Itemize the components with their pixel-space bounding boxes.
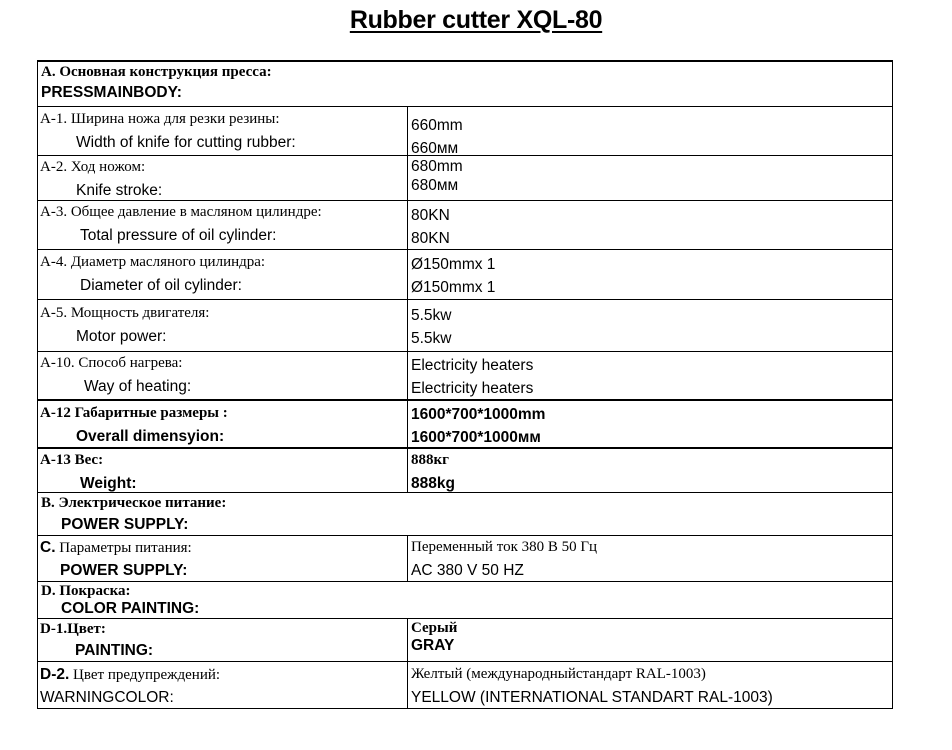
spec-row-d2 [38,662,892,708]
section-d-title-en: COLOR PAINTING: [61,600,200,617]
label-ru: А-12 Габаритные размеры : [40,405,228,421]
spec-label-a2 [38,156,408,200]
label-en: Diameter of oil cylinder: [80,277,242,294]
label-en: Width of knife for cutting rubber: [76,134,296,151]
spec-label-c [38,536,408,581]
value-1: 1600*700*1000mm [411,406,546,423]
label-ru: D-2. Цвет предупреждений: [40,666,221,683]
spec-row-d1 [38,619,892,662]
spec-label-a1 [38,107,408,155]
section-a-header [38,62,892,106]
label-en: Motor power: [76,328,167,345]
value-1: Ø150mmx 1 [411,256,496,273]
value-1: 680mm [411,158,463,175]
section-a-header-row [38,62,892,107]
spec-row-a13 [38,449,892,493]
label-ru: А-3. Общее давление в масляном цилиндре: [40,204,322,220]
spec-value-d2 [408,662,892,708]
value-1: 660mm [411,117,463,134]
spec-value-a10 [408,352,892,399]
spec-row-a3 [38,201,892,250]
value-1: Переменный ток 380 В 50 Гц [411,539,598,555]
spec-value-a3 [408,201,892,249]
label-en: PAINTING: [75,642,154,659]
label-en: Total pressure of oil cylinder: [80,227,277,244]
label-ru: А-13 Вес: [40,452,104,468]
spec-value-a4 [408,250,892,299]
value-2: YELLOW (INTERNATIONAL STANDART RAL-1003) [411,689,773,706]
page-title: Rubber cutter XQL-80 [349,6,603,34]
value-2: GRAY [411,637,455,654]
spec-table [37,60,893,709]
section-d-header [38,582,892,618]
label-en: POWER SUPPLY: [60,562,188,579]
value-2: 5.5kw [411,330,452,347]
label-en: Way of heating: [84,378,192,395]
label-ru: C. Параметры питания: [40,539,192,556]
spec-row-c [38,536,892,582]
spec-value-a2 [408,156,892,200]
label-en: Overall dimensyion: [76,428,225,445]
spec-row-a5 [38,300,892,352]
value-2: 80KN [411,230,450,247]
section-a-title-ru: А. Основная конструкция пресса: [41,64,272,80]
value-1: Electricity heaters [411,357,534,374]
section-a-title-en: PRESSMAINBODY: [41,84,182,101]
spec-label-a13 [38,449,408,492]
label-ru: А-1. Ширина ножа для резки резины: [40,111,280,127]
spec-row-a1 [38,107,892,156]
label-en: Weight: [80,475,137,492]
section-b-header-row [38,493,892,536]
label-en: Knife stroke: [76,182,163,199]
spec-value-a13 [408,449,892,492]
value-2: Ø150mmx 1 [411,279,496,296]
spec-label-a10 [38,352,408,399]
spec-row-a2 [38,156,892,201]
label-ru: А-10. Способ нагрева: [40,355,183,371]
label-ru-text: Параметры питания: [59,540,192,556]
section-b-header [38,493,892,535]
value-2: 888kg [411,475,455,492]
spec-label-a5 [38,300,408,351]
label-en: WARNINGCOLOR: [40,689,174,706]
value-1: 5.5kw [411,307,452,324]
spec-value-d1 [408,619,892,661]
spec-label-d2 [38,662,408,708]
spec-label-d1 [38,619,408,661]
label-ru: А-2. Ход ножом: [40,159,146,175]
spec-value-a12 [408,401,892,447]
value-1: Желтый (международныйстандарт RAL-1003) [411,666,706,682]
section-d-title-ru: D. Покраска: [41,583,131,599]
label-ru: D-1.Цвет: [40,621,106,637]
value-1: 888кг [411,452,449,468]
label-ru-text: Цвет предупреждений: [73,667,221,683]
value-1: Серый [411,620,458,636]
value-2: 680мм [411,177,459,194]
spec-row-a10 [38,352,892,401]
section-d-header-row [38,582,892,619]
value-2: 1600*700*1000мм [411,429,541,446]
section-b-title-en: POWER SUPPLY: [61,516,189,533]
value-2: 660мм [411,140,459,157]
spec-label-a12 [38,401,408,447]
spec-value-a1 [408,107,892,155]
value-2: AC 380 V 50 HZ [411,562,524,579]
value-1: 80KN [411,207,450,224]
spec-label-a4 [38,250,408,299]
spec-value-a5 [408,300,892,351]
label-ru: А-5. Мощность двигателя: [40,305,210,321]
label-ru: А-4. Диаметр масляного цилиндра: [40,254,266,270]
spec-row-a4 [38,250,892,300]
spec-row-a12 [38,401,892,449]
value-2: Electricity heaters [411,380,534,397]
spec-value-c [408,536,892,581]
section-b-title-ru: B. Электрическое питание: [41,495,227,511]
spec-label-a3 [38,201,408,249]
